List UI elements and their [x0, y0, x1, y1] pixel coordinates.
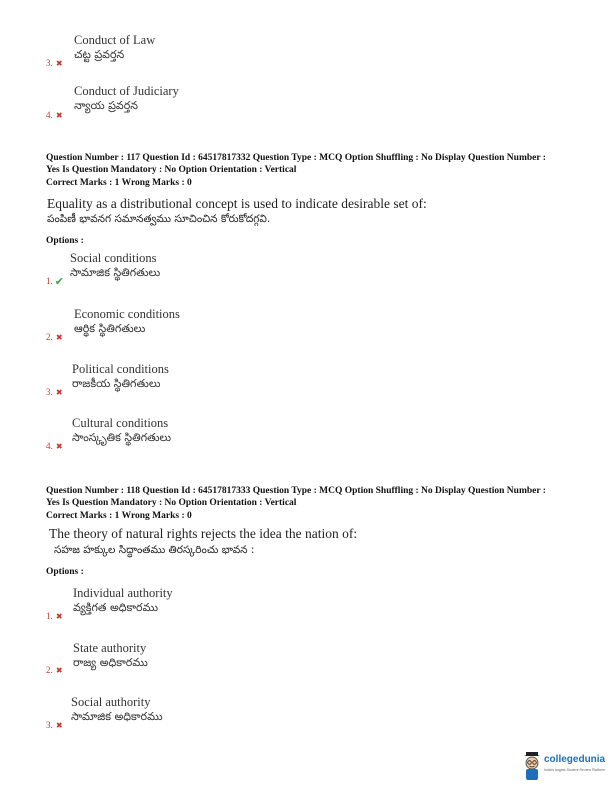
- prev-option-4-en: Conduct of Judiciary: [74, 84, 179, 98]
- prev-option-3-en: Conduct of Law: [74, 33, 156, 47]
- q118-option-3-en: Social authority: [71, 695, 151, 709]
- cross-icon: ✖: [55, 720, 63, 730]
- prev-option-4-te: న్యాయ ప్రవర్తన: [74, 99, 138, 112]
- q117-option-3-number: [46, 387, 64, 397]
- q117-option-2-te: ఆర్థిక స్థితిగతులు: [74, 322, 146, 335]
- q118-option-1-number: [46, 611, 64, 621]
- q117-option-4-en: Cultural conditions: [72, 416, 169, 430]
- q117-option-3-te: రాజకీయ స్థితిగతులు: [72, 377, 161, 390]
- q118-option-1-en: Individual authority: [73, 586, 173, 600]
- option-number: 1.: [46, 276, 53, 286]
- cross-icon: ✖: [55, 110, 63, 120]
- q117-question-te: పంపిణీ భావనగ సమానత్వము సూచించిన కోరుకోదగ్గవి.: [47, 213, 271, 225]
- q117-option-4-te: సాంస్కృతిక స్థితిగతులు: [72, 431, 172, 444]
- q118-question-en: The theory of natural rights rejects the idea the nation of:: [49, 526, 358, 541]
- option-number: 3.: [46, 58, 53, 68]
- option-number: 3.: [46, 387, 53, 397]
- cross-icon: ✖: [55, 611, 63, 621]
- prev-option-4-number: [46, 110, 64, 120]
- q118-option-2-number: [46, 665, 64, 675]
- q117-option-1-en: Social conditions: [70, 251, 157, 265]
- cross-icon: ✖: [55, 332, 63, 342]
- q118-question-te: సహజ హక్కుల సిద్ధాంతము తిరస్కరించు భావన :: [54, 544, 255, 556]
- option-number: 4.: [46, 110, 53, 120]
- q117-marks: Correct Marks : 1 Wrong Marks : 0: [46, 178, 192, 188]
- q118-marks: Correct Marks : 1 Wrong Marks : 0: [46, 511, 192, 521]
- q118-option-2-te: రాజ్య అధికారము: [73, 656, 148, 669]
- logo-tagline: India's largest Student Review Platform: [544, 768, 605, 772]
- q117-option-4-number: [46, 441, 64, 451]
- q118-option-2-en: State authority: [73, 641, 147, 655]
- q118-option-3-te: సామాజిక అధికారము: [71, 710, 163, 723]
- q118-meta-line2: Yes Is Question Mandatory : No Option Orientation : Vertical: [46, 498, 297, 508]
- cross-icon: ✖: [55, 58, 63, 68]
- q117-options-label: Options :: [46, 236, 84, 246]
- cross-icon: ✖: [55, 665, 63, 675]
- q118-options-label: Options :: [46, 567, 84, 577]
- q117-option-1-te: సామాజిక స్థితిగతులు: [70, 266, 161, 279]
- option-number: 1.: [46, 611, 53, 621]
- prev-option-3-number: [46, 58, 64, 68]
- q118-option-3-number: [46, 720, 64, 730]
- logo-name: collegedunia: [544, 754, 606, 765]
- cross-icon: ✖: [55, 387, 63, 397]
- q118-option-1-te: వ్యక్తిగత అధికారము: [73, 601, 159, 614]
- check-icon: ✔: [54, 274, 64, 288]
- student-mascot-icon: [522, 752, 542, 782]
- q117-option-2-number: [46, 332, 64, 342]
- option-number: 3.: [46, 720, 53, 730]
- q117-option-3-en: Political conditions: [72, 362, 169, 376]
- cross-icon: ✖: [55, 441, 63, 451]
- q117-option-1-number: [46, 276, 64, 286]
- option-number: 2.: [46, 332, 53, 342]
- q117-question-en: Equality as a distributional concept is used to indicate desirable set of:: [47, 196, 427, 211]
- q117-option-2-en: Economic conditions: [74, 307, 180, 321]
- option-number: 2.: [46, 665, 53, 675]
- q117-meta-line2: Yes Is Question Mandatory : No Option Orientation : Vertical: [46, 165, 297, 175]
- q117-meta-line1: Question Number : 117 Question Id : 64517817332 Question Type : MCQ Option Shuffling : No Display Question Number :: [46, 153, 546, 163]
- prev-option-3-te: చట్ట ప్రవర్తన: [74, 48, 125, 61]
- option-number: 4.: [46, 441, 53, 451]
- q118-meta-line1: Question Number : 118 Question Id : 64517817333 Question Type : MCQ Option Shuffling : No Display Question Number :: [46, 486, 546, 496]
- collegedunia-logo: [522, 750, 608, 786]
